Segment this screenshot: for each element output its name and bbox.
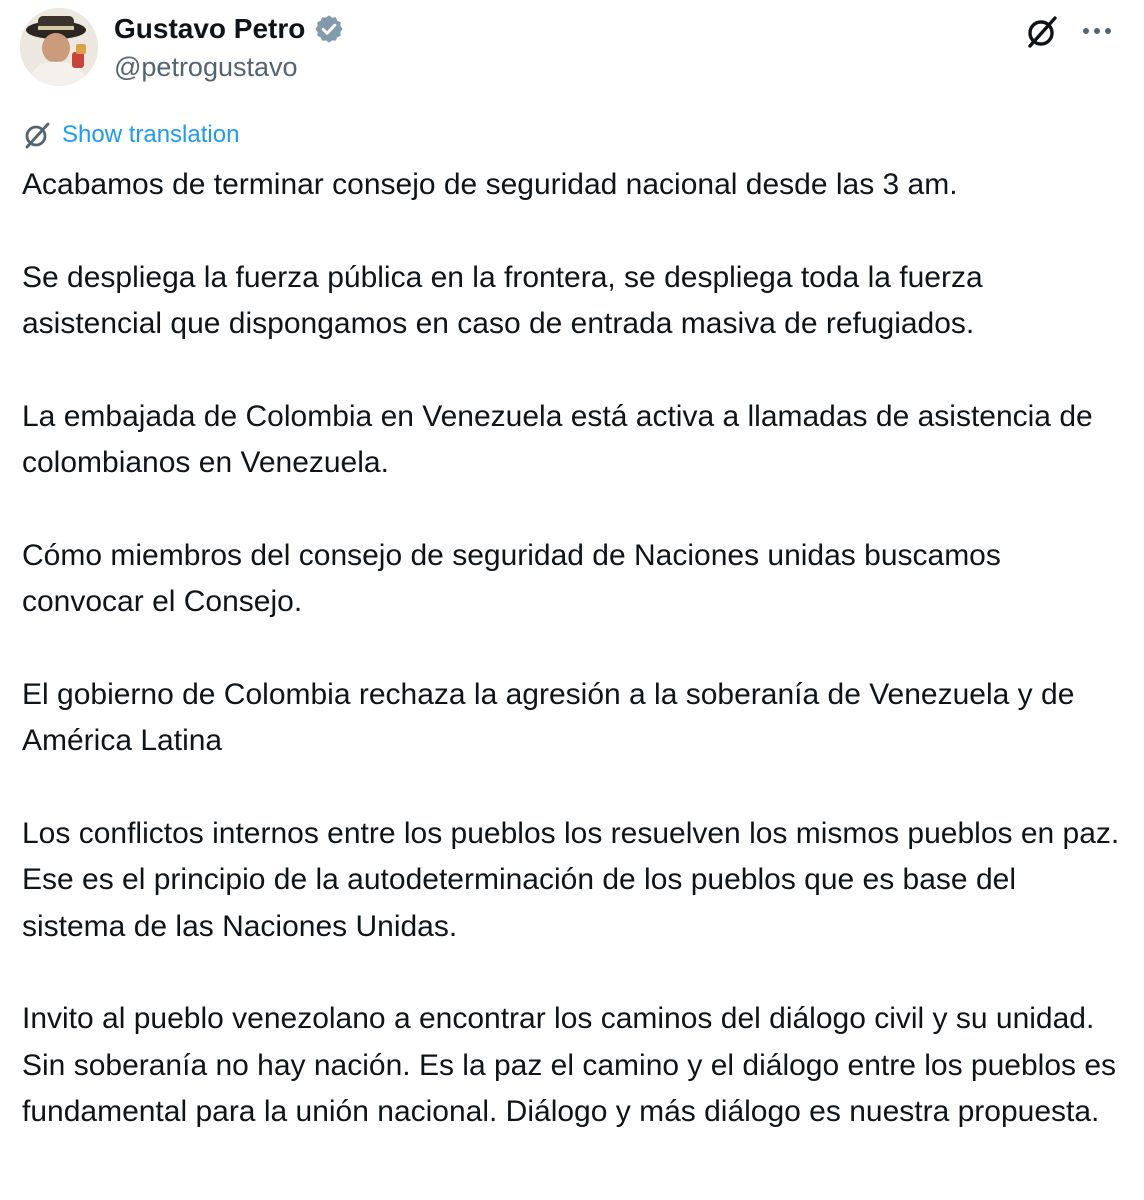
tweet-paragraph: Se despliega la fuerza pública en la frontera, se despliega toda la fuerza asistencial que dispongamos en caso de entrada masiva de refugiados. [22, 260, 983, 340]
more-options-icon[interactable] [1080, 16, 1114, 46]
tweet-paragraph: Cómo miembros del consejo de seguridad de Naciones unidas buscamos convocar el Consejo. [22, 538, 1001, 618]
name-row [114, 12, 345, 46]
tweet-header [0, 0, 1144, 110]
display-name[interactable]: Gustavo Petro [114, 13, 306, 44]
tweet-text [22, 162, 1122, 1136]
tweet-paragraph: La embajada de Colombia en Venezuela está activa a llamadas de asistencia de colombianos en Venezuela. [22, 399, 1093, 479]
tweet-paragraph: Los conflictos internos entre los pueblos los resuelven los mismos pueblos en paz. Ese es el principio de la autodeterminación de los pueblos que es base del sistema de las Naciones Unidas. [22, 816, 1120, 943]
user-handle[interactable]: @petrogustavo [114, 52, 298, 82]
tweet-paragraph: El gobierno de Colombia rechaza la agresión a la soberanía de Venezuela y de América Latina [22, 677, 1075, 757]
show-translation-label[interactable]: Show translation [62, 121, 240, 148]
show-translation-button[interactable] [22, 120, 239, 150]
grok-icon[interactable] [1024, 14, 1060, 50]
tweet-paragraph: Invito al pueblo venezolano a encontrar los caminos del diálogo civil y su unidad. Sin soberanía no hay nación. Es la paz el camino y el diálogo entre los pueblos es fundamental para la unión nacional. Diálogo y más diálogo es nuestra propuesta. [22, 1002, 1117, 1128]
avatar-image [20, 8, 98, 86]
verified-badge-icon [313, 13, 345, 45]
avatar[interactable] [20, 8, 98, 86]
tweet-paragraph: Acabamos de terminar consejo de seguridad nacional desde las 3 am. [22, 168, 958, 201]
translate-icon [22, 120, 52, 150]
